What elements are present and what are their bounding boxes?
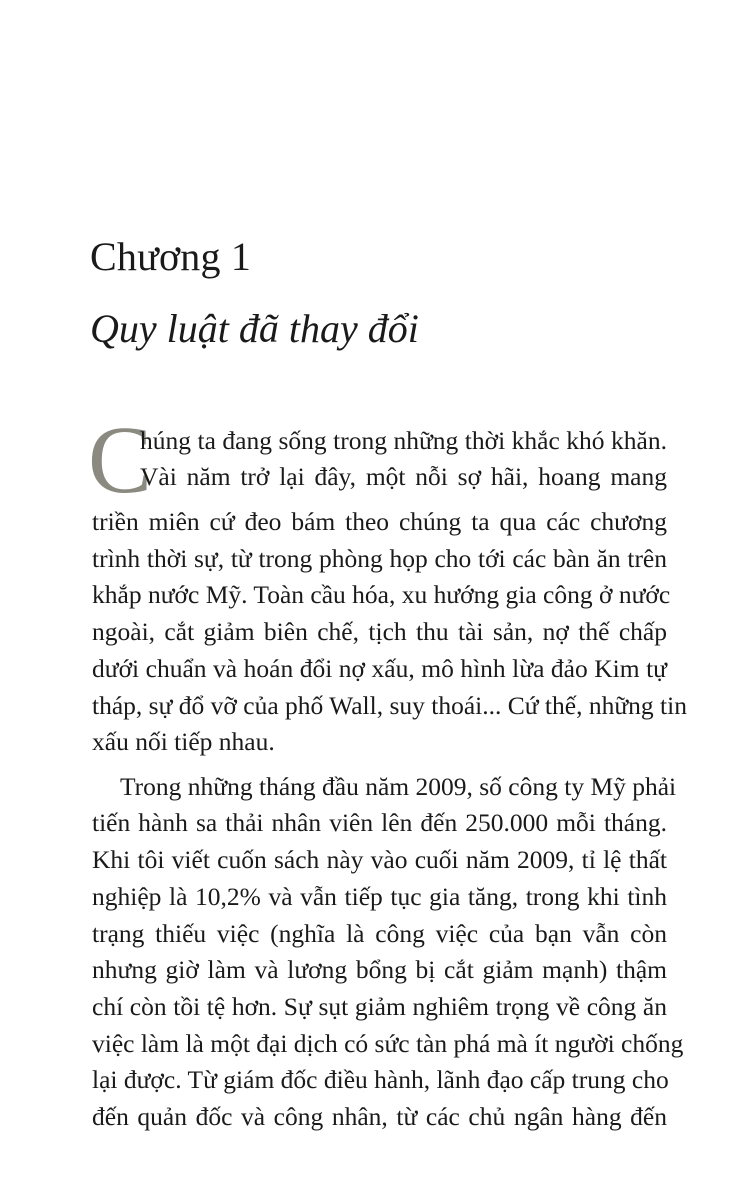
text-line: khắp nước Mỹ. Toàn cầu hóa, xu hướng gia công ở nước <box>92 580 671 609</box>
text-line: trạng thiếu việc (nghĩa là công việc của bạn vẫn còn <box>92 919 667 948</box>
text-line: đến quản đốc và công nhân, từ các chủ ngân hàng đến <box>92 1102 667 1131</box>
text-line: Khi tôi viết cuốn sách này vào cuối năm 2009, tỉ lệ thất <box>92 845 667 874</box>
text-line: trình thời sự, từ trong phòng họp cho tới các bàn ăn trên <box>92 544 667 573</box>
text-line: húng ta đang sống trong những thời khắc khó khăn. <box>140 426 667 455</box>
drop-cap: C <box>88 406 153 513</box>
text-line: nghiệp là 10,2% và vẫn tiếp tục gia tăng, trong khi tình <box>92 882 667 911</box>
text-line: triền miên cứ đeo bám theo chúng ta qua các chương <box>92 507 667 536</box>
text-line: lại được. Từ giám đốc điều hành, lãnh đạo cấp trung cho <box>92 1065 669 1094</box>
text-line: tháp, sự đổ vỡ của phố Wall, suy thoái... Cứ thế, những tin <box>92 691 687 720</box>
text-line: Vài năm trở lại đây, một nỗi sợ hãi, hoang mang <box>140 462 667 491</box>
chapter-number: Chương 1 <box>90 234 252 279</box>
chapter-title: Quy luật đã thay đổi <box>90 306 419 351</box>
text-line: xấu nối tiếp nhau. <box>92 727 275 756</box>
text-line: Trong những tháng đầu năm 2009, số công ty Mỹ phải <box>120 772 677 801</box>
text-line: chí còn tồi tệ hơn. Sự sụt giảm nghiêm trọng về công ăn <box>92 992 667 1021</box>
text-line: ngoài, cắt giảm biên chế, tịch thu tài sản, nợ thế chấp <box>92 617 667 646</box>
text-line: việc làm là một đại dịch có sức tàn phá mà ít người chống <box>92 1029 684 1058</box>
text-line: nhưng giờ làm và lương bổng bị cắt giảm mạnh) thậm <box>92 955 667 984</box>
text-line: dưới chuẩn và hoán đổi nợ xấu, mô hình lừa đảo Kim tự <box>92 654 667 683</box>
text-line: tiến hành sa thải nhân viên lên đến 250.000 mỗi tháng. <box>92 808 667 837</box>
